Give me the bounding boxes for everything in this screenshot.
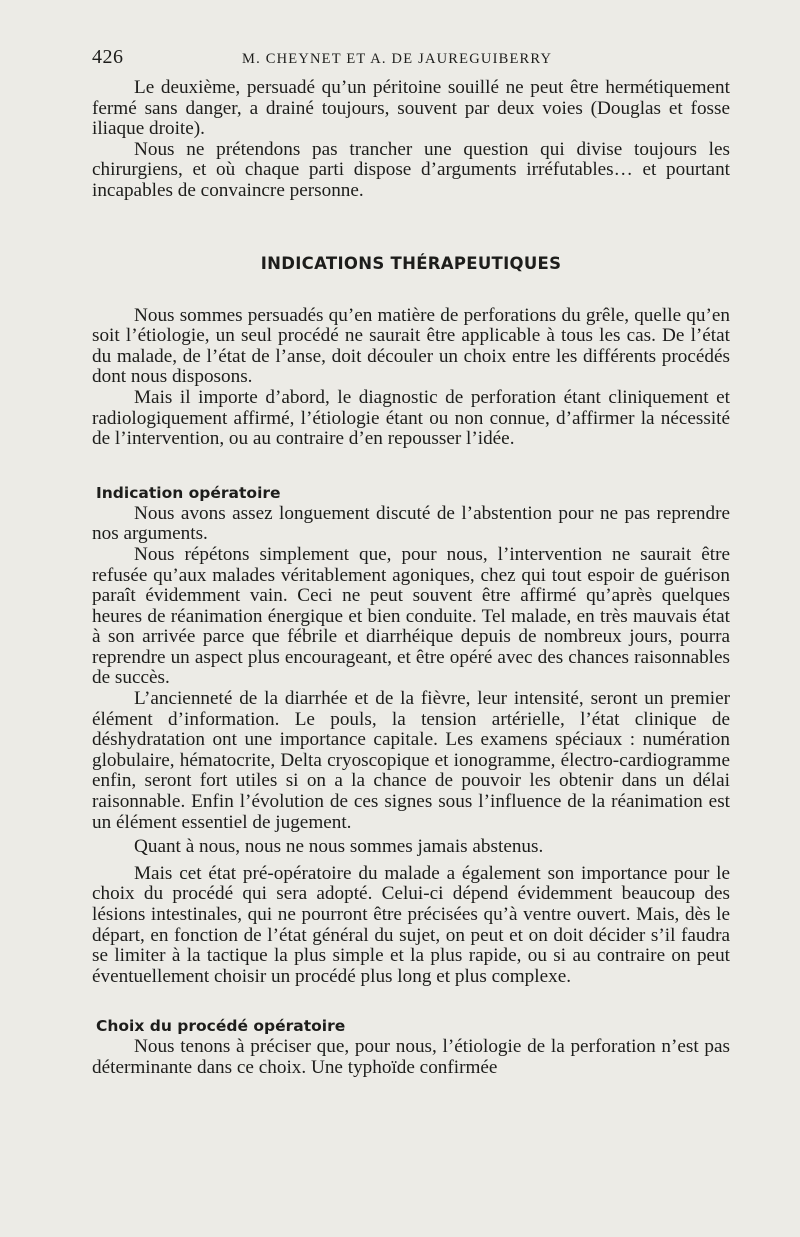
running-title-authors: M. CHEYNET ET A. DE JAUREGUIBERRY [242, 51, 553, 67]
paragraph: L’ancienneté de la diarrhée et de la fièvre, leur intensité, seront un premier élément d’information. Le pouls, la tension artérielle, l’état clinique de déshydratation ont une importance capitale. Les examens spéciaux : numération globulaire, hématocrite, Delta cryoscopique et ionogramme, électro-cardiogramme enfin, seront fort utiles si on a la chance de pouvoir les obtenir dans un délai raisonnable. Enfin l’évolution de ces signes sous l’influence de la réanimation est un élément essentiel de jugement. [92, 688, 730, 833]
subheading-choix: Choix du procédé opératoire [96, 1017, 346, 1036]
paragraph: Nous répétons simplement que, pour nous, l’intervention ne saurait être refusée qu’aux malades véritablement agoniques, chez qui tout espoir de guérison paraît évidemment vain. Ceci ne peut souvent être affirmé qu’après quelques heures de réanimation énergique et bien conduite. Tel malade, en très mauvais état à son arrivée parce que fébrile et diarrhéique depuis de nombreux jours, pourra reprendre un aspect plus encourageant, et être opéré avec des chances raisonnables de succès. [92, 543, 730, 689]
paragraph: Nous sommes persuadés qu’en matière de perforations du grêle, quelle qu’en soit l’étiologie, un seul procédé ne saurait être applicable à tous les cas. De l’état du malade, de l’état de l’anse, doit découler un choix entre les différents procédés dont nous disposons. [92, 304, 730, 388]
paragraph: Nous ne prétendons pas trancher une question qui divise toujours les chirurgiens, et où chaque parti dispose d’arguments irréfutables… et pourtant incapables de convaincre personne. [92, 138, 730, 201]
paragraph: Quant à nous, nous ne nous sommes jamais abstenus. [134, 836, 544, 858]
section-title: INDICATIONS THÉRAPEUTIQUES [260, 253, 562, 273]
running-header [92, 46, 730, 72]
page-number: 426 [92, 46, 124, 68]
paragraph: Nous tenons à préciser que, pour nous, l’étiologie de la perforation n’est pas déterminante dans ce choix. Une typhoïde confirmée [92, 1036, 730, 1078]
paragraph: Le deuxième, persuadé qu’un péritoine souillé ne peut être hermétiquement fermé sans danger, a drainé toujours, souvent par deux voies (Douglas et fosse iliaque droite). [92, 77, 730, 140]
paragraph: Mais il importe d’abord, le diagnostic de perforation étant cliniquement et radiologiquement affirmé, l’étiologie étant ou non connue, d’affirmer la nécessité de l’intervention, ou au contraire d’en repousser l’idée. [92, 386, 730, 450]
subheading-indication: Indication opératoire [96, 483, 281, 502]
paragraph: Mais cet état pré-opératoire du malade a également son importance pour le choix du procédé qui sera adopté. Celui-ci dépend évidemment beaucoup des lésions intestinales, qui ne pourront être précisées qu’à ventre ouvert. Mais, dès le départ, en fonction de l’état général du sujet, on peut et on doit décider s’il faudra se limiter à la tactique la plus simple et la plus rapide, ou si au contraire on peut éventuellement choisir un procédé plus long et plus complexe. [92, 862, 730, 987]
paragraph: Nous avons assez longuement discuté de l’abstention pour ne pas reprendre nos arguments. [92, 502, 730, 545]
